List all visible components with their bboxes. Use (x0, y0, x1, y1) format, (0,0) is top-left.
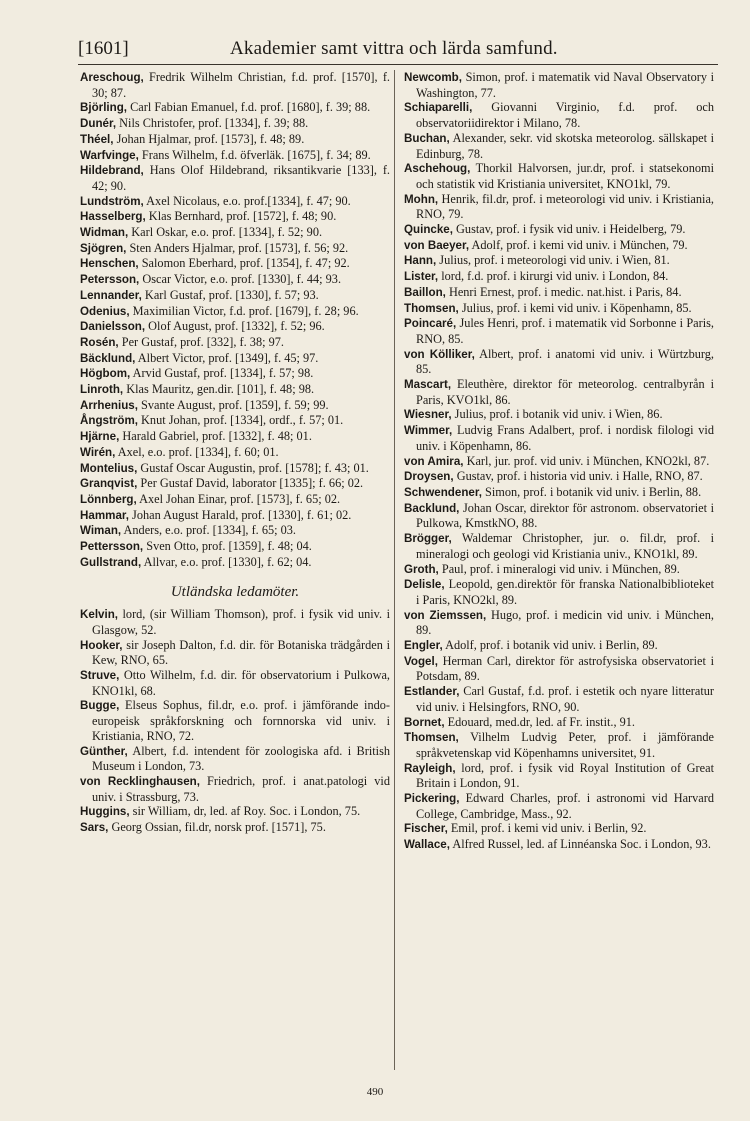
member-name: Warfvinge, (80, 148, 139, 162)
member-details: Karl Gustaf, prof. [1330], f. 57; 93. (141, 287, 319, 302)
member-name: Mascart, (404, 378, 452, 392)
member-details: Jules Henri, prof. i matematik vid Sorbonne i Paris, RNO, 85. (416, 316, 714, 346)
header-rule (78, 64, 718, 65)
member-details: Arvid Gustaf, prof. [1334], f. 57; 98. (130, 366, 314, 381)
member-name: Lundström, (80, 194, 144, 208)
member-details: Albert, f.d. intendent för zoologiska afd. i British Museum i London, 73. (92, 743, 390, 774)
member-name: Granqvist, (80, 477, 138, 491)
member-details: Thorkil Halvorsen, jur.dr, prof. i statsekonomi och statistik vid Kristiania universitet, KNO1kl, 79. (416, 161, 714, 191)
member-entry (80, 820, 390, 836)
member-entry (80, 132, 390, 148)
member-entry (404, 70, 714, 100)
member-entry (404, 301, 714, 317)
page-number: 490 (366, 1086, 384, 1098)
member-entry (80, 382, 390, 398)
member-details: Simon, prof. i botanik vid univ. i Berlin, 88. (481, 484, 702, 499)
member-details: Karl, jur. prof. vid univ. i München, KNO2kl, 87. (463, 453, 710, 468)
member-name: von Kölliker, (404, 347, 475, 361)
member-entry (80, 607, 390, 637)
member-details: Knut Johan, prof. [1334], ordf., f. 57; 01. (137, 413, 344, 428)
member-details: Adolf, prof. i kemi vid univ. i München, 79. (469, 237, 688, 252)
member-name: Baillon, (404, 285, 446, 299)
member-name: Fischer, (404, 822, 448, 836)
member-entry (80, 366, 390, 382)
member-entry (404, 501, 714, 531)
member-entry (80, 209, 390, 225)
member-entry (404, 684, 714, 714)
member-entry (80, 241, 390, 257)
member-name: Thomsen, (404, 301, 459, 315)
member-name: Widman, (80, 226, 129, 240)
member-entry (80, 774, 390, 804)
member-name: Danielsson, (80, 320, 146, 334)
member-name: Estlander, (404, 685, 460, 699)
member-details: lord, prof. i fysik vid Royal Institution of Great Britain i London, 91. (416, 760, 714, 791)
member-name: von Ziemssen, (404, 608, 487, 622)
member-details: Allvar, e.o. prof. [1330], f. 62; 04. (141, 554, 312, 569)
member-entry (404, 222, 714, 238)
member-details: Leopold, gen.direktör för franska Nationalbiblioteket i Paris, KNO2kl, 89. (416, 577, 714, 607)
member-details: Albert Victor, prof. [1349], f. 45; 97. (135, 350, 319, 365)
member-name: Kelvin, (80, 608, 119, 622)
member-details: sir William, dr, led. af Roy. Soc. i London, 75. (129, 804, 361, 819)
member-name: Pickering, (404, 792, 460, 806)
member-name: Hammar, (80, 508, 129, 522)
member-entry (80, 638, 390, 668)
member-entry (404, 715, 714, 731)
member-details: Karl Oskar, e.o. prof. [1334], f. 52; 90. (128, 225, 323, 240)
member-name: Poincaré, (404, 317, 457, 331)
member-name: Areschoug, (80, 71, 144, 84)
member-details: Carl Gustaf, f.d. prof. i estetik och nyare litteratur vid univ. i Helsingfors, RNO, 90. (416, 684, 714, 714)
member-name: Arrhenius, (80, 398, 138, 412)
member-name: Brögger, (404, 532, 452, 546)
member-name: von Baeyer, (404, 238, 470, 252)
member-name: Wallace, (404, 838, 450, 852)
member-name: Théel, (80, 132, 114, 146)
member-entry (80, 461, 390, 477)
member-details: Gustav, prof. i fysik vid univ. i Heidelberg, 79. (452, 222, 686, 237)
member-name: Dunér, (80, 117, 117, 131)
member-details: Harald Gabriel, prof. [1332], f. 48; 01. (119, 429, 312, 444)
member-entry (80, 116, 390, 132)
member-entry (80, 492, 390, 508)
member-entry (404, 423, 714, 453)
member-entry (80, 335, 390, 351)
member-name: Sars, (80, 821, 109, 835)
member-entry (80, 429, 390, 445)
member-name: Lennander, (80, 288, 142, 302)
member-entry (80, 194, 390, 210)
member-name: von Amira, (404, 454, 464, 468)
member-entry (404, 761, 714, 791)
member-name: Delisle, (404, 578, 445, 592)
member-details: Maximilian Victor, f.d. prof. [1679], f. 28; 96. (129, 303, 359, 318)
member-name: Buchan, (404, 131, 450, 145)
member-details: Otto Wilhelm, f.d. dir. för observatorium i Pulkowa, KNO1kl, 68. (92, 668, 390, 698)
member-name: Odenius, (80, 304, 130, 318)
member-entry (80, 413, 390, 429)
member-entry (80, 398, 390, 414)
member-entry (404, 730, 714, 760)
member-details: Fredrik Wilhelm Christian, f.d. prof. [1570], f. 30; 87. (92, 70, 390, 100)
member-details: sir Joseph Dalton, f.d. dir. för Botaniska trädgården i Kew, RNO, 65. (92, 637, 390, 668)
member-name: Aschehoug, (404, 162, 471, 176)
member-details: Frans Wilhelm, f.d. öfverläk. [1675], f. 34; 89. (138, 147, 371, 162)
member-name: Lister, (404, 270, 439, 284)
member-details: Svante August, prof. [1359], f. 59; 99. (137, 397, 329, 412)
member-details: Axel Johan Einar, prof. [1573], f. 65; 02. (136, 491, 341, 506)
member-name: Groth, (404, 562, 439, 576)
member-details: Salomon Eberhard, prof. [1354], f. 47; 92. (138, 256, 350, 271)
member-entry (404, 562, 714, 578)
member-entry (80, 668, 390, 698)
member-details: Per Gustaf, prof. [332], f. 38; 97. (118, 334, 284, 349)
member-details: Gustav, prof. i historia vid univ. i Halle, RNO, 87. (453, 469, 703, 484)
member-details: Johan Hjalmar, prof. [1573], f. 48; 89. (113, 131, 305, 146)
member-entry (404, 377, 714, 407)
member-details: Simon, prof. i matematik vid Naval Observatory i Washington, 77. (416, 70, 714, 100)
member-entry (404, 469, 714, 485)
member-entry (80, 539, 390, 555)
member-name: Hann, (404, 254, 437, 268)
member-details: Olof August, prof. [1332], f. 52; 96. (145, 319, 325, 334)
member-entry (404, 485, 714, 501)
member-entry (80, 70, 390, 100)
member-entry (80, 555, 390, 571)
member-name: Bornet, (404, 715, 445, 729)
member-name: Vogel, (404, 654, 438, 668)
member-details: Paul, prof. i mineralogi vid univ. i München, 89. (438, 561, 680, 576)
member-name: Linroth, (80, 383, 124, 397)
page-reference: [1601] (78, 38, 129, 59)
member-entry (404, 837, 714, 853)
member-entry (404, 407, 714, 423)
member-details: Emil, prof. i kemi vid univ. i Berlin, 92. (447, 821, 647, 836)
member-entry (80, 100, 390, 116)
member-name: Gullstrand, (80, 555, 142, 569)
member-entry (404, 238, 714, 254)
right-column (404, 70, 714, 853)
member-entry (404, 454, 714, 470)
member-name: Quincke, (404, 223, 453, 237)
member-entry (80, 445, 390, 461)
member-name: Henschen, (80, 257, 139, 271)
member-entry (80, 508, 390, 524)
member-name: Droysen, (404, 470, 454, 484)
member-details: Sven Otto, prof. [1359], f. 48; 04. (143, 539, 312, 554)
member-entry (80, 304, 390, 320)
member-entry (404, 192, 714, 222)
member-name: Björling, (80, 101, 128, 115)
member-name: Backlund, (404, 501, 460, 515)
member-entry (404, 638, 714, 654)
member-entry (80, 288, 390, 304)
member-name: Rayleigh, (404, 761, 456, 775)
member-entry (404, 253, 714, 269)
member-entry (404, 316, 714, 346)
member-entry (404, 285, 714, 301)
member-entry (80, 148, 390, 164)
member-details: Hugo, prof. i medicin vid univ. i München, 89. (416, 607, 714, 638)
member-name: Engler, (404, 639, 443, 653)
member-name: Wirén, (80, 445, 116, 459)
foreign-members-list (80, 607, 390, 836)
member-name: Schiaparelli, (404, 101, 473, 115)
member-entry (404, 269, 714, 285)
foreign-members-list-continued (404, 70, 714, 853)
member-name: Montelius, (80, 461, 138, 475)
member-details: Oscar Victor, e.o. prof. [1330], f. 44; 93. (139, 272, 342, 287)
member-name: Günther, (80, 744, 128, 758)
member-entry (404, 347, 714, 377)
member-name: Hooker, (80, 638, 123, 652)
member-details: Waldemar Christopher, jur. o. fil.dr, prof. i mineralogi och geologi vid Kristiania univ., KNO1kl, 89. (416, 531, 714, 561)
member-entry (80, 523, 390, 539)
member-name: Thomsen, (404, 731, 459, 745)
member-name: Hjärne, (80, 430, 120, 444)
member-details: Klas Mauritz, gen.dir. [101], f. 48; 98. (123, 382, 315, 397)
member-entry (80, 698, 390, 743)
member-details: Ludvig Frans Adalbert, prof. i nordisk filologi vid univ. i Köpenhamn, 86. (416, 423, 714, 453)
member-name: Sjögren, (80, 241, 127, 255)
member-entry (404, 131, 714, 161)
member-details: Eleuthère, direktor för meteorolog. centralbyrån i Paris, KVO1kl, 86. (416, 377, 714, 407)
member-details: Giovanni Virginio, f.d. prof. och observatoriidirektor i Milano, 78. (416, 100, 714, 131)
member-details: Sten Anders Hjalmar, prof. [1573], f. 56; 92. (126, 240, 349, 255)
member-details: Nils Christofer, prof. [1334], f. 39; 88. (116, 116, 309, 131)
member-entry (404, 577, 714, 607)
member-details: Julius, prof. i meteorologi vid univ. i Wien, 81. (436, 253, 670, 268)
member-entry (404, 161, 714, 191)
member-entry (80, 351, 390, 367)
member-details: Hans Olof Hildebrand, riksantikvarie [133], f. 42; 90. (92, 163, 390, 193)
member-details: Carl Fabian Emanuel, f.d. prof. [1680], f. 39; 88. (127, 100, 371, 115)
member-details: Johan August Harald, prof. [1330], f. 61; 02. (128, 507, 352, 522)
member-name: Rosén, (80, 335, 119, 349)
member-name: Huggins, (80, 805, 130, 819)
member-entry (404, 531, 714, 561)
member-details: Edward Charles, prof. i astronomi vid Harvard College, Cambridge, Mass., 92. (416, 791, 714, 821)
running-title: Akademier samt vittra och lärda samfund. (230, 38, 558, 59)
member-details: Friedrich, prof. i anat.patologi vid univ. i Strassburg, 73. (92, 773, 390, 804)
member-name: Schwendener, (404, 485, 482, 499)
member-details: Albert, prof. i anatomi vid univ. i Würtzburg, 85. (416, 346, 714, 377)
member-details: Axel, e.o. prof. [1334], f. 60; 01. (115, 444, 279, 459)
member-details: Herman Carl, direktor för astrofysiska observatoriet i Potsdam, 89. (416, 653, 714, 684)
member-details: Alexander, sekr. vid skotska meteorolog. sällskapet i Edinburg, 78. (416, 130, 714, 161)
member-name: Lönnberg, (80, 492, 137, 506)
member-details: Elseus Sophus, fil.dr, e.o. prof. i jämförande indo-europeisk språkforskning och fornnorska vid univ. i Kristiania, RNO, 72. (92, 698, 390, 743)
member-details: Adolf, prof. i botanik vid univ. i Berlin, 89. (442, 638, 658, 653)
member-details: Alfred Russel, led. af Linnéanska Soc. i London, 93. (449, 837, 711, 852)
member-details: Julius, prof. i botanik vid univ. i Wien, 86. (451, 407, 663, 422)
member-name: Wimmer, (404, 424, 453, 438)
member-entry (404, 654, 714, 684)
member-details: Henrik, fil.dr, prof. i meteorologi vid univ. i Kristiania, RNO, 79. (416, 191, 714, 222)
member-name: Bäcklund, (80, 351, 136, 365)
column-divider (394, 70, 395, 1070)
member-details: Georg Ossian, fil.dr, norsk prof. [1571], 75. (108, 820, 326, 835)
member-details: Vilhelm Ludvig Peter, prof. i jämförande språkvetenskap vid Köpenhamns universitet, 91. (416, 730, 714, 760)
member-name: Hildebrand, (80, 164, 144, 178)
member-entry (80, 476, 390, 492)
member-details: Anders, e.o. prof. [1334], f. 65; 03. (121, 523, 296, 538)
member-entry (80, 744, 390, 774)
member-name: Pettersson, (80, 540, 144, 554)
member-details: Axel Nicolaus, e.o. prof.[1334], f. 47; 90. (143, 193, 351, 208)
member-entry (404, 608, 714, 638)
member-name: von Recklinghausen, (80, 774, 200, 788)
member-name: Newcomb, (404, 71, 462, 84)
member-entry (404, 821, 714, 837)
member-entry (80, 225, 390, 241)
member-details: Edouard, med.dr, led. af Fr. instit., 91. (444, 714, 635, 729)
member-name: Wiesner, (404, 408, 452, 422)
member-details: Per Gustaf David, laborator [1335]; f. 66; 02. (137, 476, 364, 491)
member-entry (80, 256, 390, 272)
page-header (78, 34, 718, 64)
member-entry (80, 272, 390, 288)
member-details: lord, (sir William Thomson), prof. i fysik vid univ. i Glasgow, 52. (92, 607, 390, 637)
member-name: Högbom, (80, 367, 131, 381)
member-name: Wiman, (80, 524, 122, 538)
member-details: lord, f.d. prof. i kirurgi vid univ. i London, 84. (438, 269, 669, 284)
foreign-members-heading: Utländska ledamöter. (170, 583, 300, 600)
member-name: Mohn, (404, 192, 439, 206)
member-details: Johan Oscar, direktor för astronom. observatoriet i Pulkowa, KmstkNO, 88. (416, 500, 714, 531)
member-entry (80, 163, 390, 193)
member-name: Ångström, (80, 414, 138, 428)
member-entry (404, 791, 714, 821)
member-name: Bugge, (80, 699, 120, 713)
left-column (80, 70, 390, 836)
swedish-members-list (80, 70, 390, 571)
member-details: Henri Ernest, prof. i medic. nat.hist. i Paris, 84. (445, 284, 682, 299)
member-entry (80, 319, 390, 335)
member-name: Petersson, (80, 273, 140, 287)
member-entry (80, 804, 390, 820)
member-details: Gustaf Oscar Augustin, prof. [1578]; f. 43; 01. (137, 460, 369, 475)
member-name: Struve, (80, 669, 120, 683)
member-name: Hasselberg, (80, 210, 146, 224)
member-details: Klas Bernhard, prof. [1572], f. 48; 90. (145, 209, 337, 224)
member-details: Julius, prof. i kemi vid univ. i Köpenhamn, 85. (458, 300, 692, 315)
member-entry (404, 100, 714, 130)
